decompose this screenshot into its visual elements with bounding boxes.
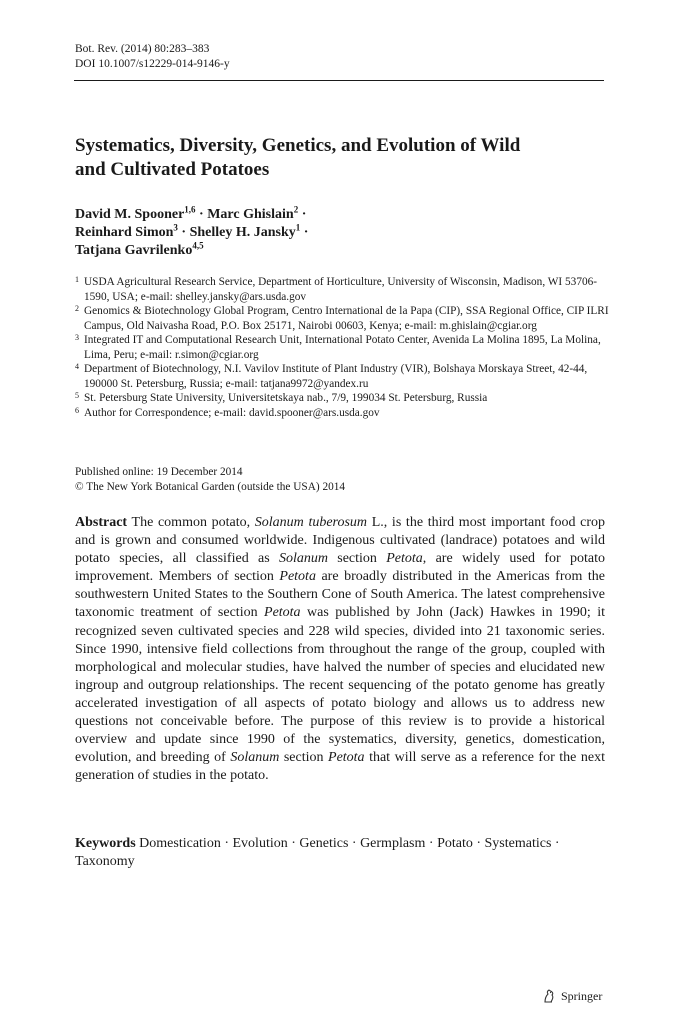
affiliation-text: USDA Agricultural Research Service, Department of Horticulture, University of Wisconsin, Madison, WI 53706-1590, USA; e-mail: shelley.jansky@ars.usda.gov xyxy=(84,276,598,303)
abstract-italic-term: Petota xyxy=(328,750,365,766)
author-separator: · xyxy=(177,225,190,240)
abstract-text: , are widely used for potato improvement. Members of section xyxy=(75,551,605,585)
publication-info xyxy=(75,465,345,494)
keyword-separator: · xyxy=(220,836,233,851)
keyword-separator: · xyxy=(348,836,361,851)
author-line-3 xyxy=(75,242,595,260)
abstract-text: The common potato, xyxy=(131,515,255,530)
publisher-mark xyxy=(541,988,602,1004)
abstract-text: that will serve as a reference for the next generation of studies in the potato. xyxy=(75,750,605,784)
author-separator: · xyxy=(298,207,307,222)
affiliation-number: 1 xyxy=(75,275,79,284)
abstract-italic-term: Solanum xyxy=(278,551,328,567)
abstract-text: section xyxy=(279,750,329,766)
affiliation-item xyxy=(75,275,610,304)
keyword: Taxonomy xyxy=(75,854,135,870)
title-line-2: and Cultivated Potatoes xyxy=(75,159,270,180)
affiliation-number: 2 xyxy=(75,304,79,313)
affiliation-text: St. Petersburg State University, Universitetskaya nab., 7/9, 199034 St. Petersburg, Russia xyxy=(84,392,488,404)
abstract-italic-term: Petota xyxy=(264,605,301,621)
publisher-name: Springer xyxy=(561,988,603,1003)
author-name: David M. Spooner xyxy=(75,207,185,222)
affiliation-item xyxy=(75,304,610,333)
keyword: Genetics xyxy=(299,836,349,851)
author-name: Tatjana Gavrilenko xyxy=(75,243,193,258)
author-list xyxy=(75,206,595,260)
abstract-text: are broadly distributed in the Americas from the southwestern United States to the Southern Cone of South America. The latest comprehensive taxonomic treatment of section xyxy=(75,569,605,621)
author-line-1 xyxy=(75,206,595,224)
affiliation-text: Genomics & Biotechnology Global Program, Centro International de la Papa (CIP), SSA Regional Office, CIP ILRI Campus, Old Naivasha Road, P.O. Box 25171, Nairobi 00603, Kenya; e-mail: m.ghislain@cgiar.org xyxy=(84,305,609,332)
abstract-text: section xyxy=(327,551,387,567)
affiliation-text: Author for Correspondence; e-mail: david.spooner@ars.usda.gov xyxy=(84,406,380,419)
keyword: Evolution xyxy=(232,836,288,851)
affiliation-item xyxy=(75,333,610,362)
keywords xyxy=(75,835,605,871)
author-separator: · xyxy=(300,225,309,240)
affiliation-number: 4 xyxy=(75,362,79,371)
abstract-body xyxy=(75,515,605,783)
article-title xyxy=(75,134,595,182)
affiliation-item xyxy=(75,406,610,421)
keyword-separator: · xyxy=(287,836,300,851)
springer-horse-logo-icon xyxy=(541,988,557,1004)
abstract-text: L., is the third most important food crop and is grown and consumed worldwide. Indigenous cultivated (landrace) potatoes and wild potato species, all classified as xyxy=(75,515,605,567)
keyword-separator: · xyxy=(425,836,438,851)
doi[interactable]: DOI 10.1007/s12229-014-9146-y xyxy=(75,58,230,70)
author-affiliation-marker: 3 xyxy=(173,222,178,233)
abstract-italic-term: Solanum tuberosum xyxy=(254,515,368,530)
author-affiliation-marker: 4,5 xyxy=(192,240,204,251)
abstract-label: Abstract xyxy=(75,515,128,530)
title-line-1: Systematics, Diversity, Genetics, and Evolution of Wild xyxy=(75,135,521,156)
keyword-separator: · xyxy=(472,836,485,851)
affiliation-item xyxy=(75,391,610,406)
keyword: Germplasm xyxy=(360,836,426,851)
author-separator: · xyxy=(195,207,208,222)
keyword-separator: · xyxy=(551,836,560,851)
journal-citation-block xyxy=(75,42,230,72)
keywords-list xyxy=(75,836,560,869)
keyword: Potato xyxy=(437,836,473,851)
affiliation-number: 6 xyxy=(75,405,79,415)
affiliation-text: Department of Biotechnology, N.I. Vavilov Institute of Plant Industry (VIR), Bolshaya Morskaya Street, 42-44, 190000 St. Petersburg, Russia; e-mail: tatjana9972@yandex.ru xyxy=(84,363,588,390)
author-line-2 xyxy=(75,224,595,242)
author-affiliation-marker: 1,6 xyxy=(184,204,196,215)
abstract-italic-term: Petota xyxy=(279,569,316,585)
header-rule xyxy=(74,80,604,81)
author-name: Marc Ghislain xyxy=(207,207,294,222)
keyword: Systematics xyxy=(484,836,552,851)
author-name: Shelley H. Jansky xyxy=(189,225,296,240)
abstract-italic-term: Petota xyxy=(386,551,423,567)
affiliation-text: Integrated IT and Computational Research Unit, International Potato Center, Avenida La Molina 1895, La Molina, Lima, Peru; e-mail: r.simon@cgiar.org xyxy=(84,334,601,361)
abstract-text: was published by John (Jack) Hawkes in 1990; it recognized seven cultivated species and 228 wild species, divided into 21 taxonomic series. Since 1990, intensive field collections from throughout the range of the group, coupled with morphological and molecular studies, have halved the number of species and elucidated new ingroup and outgroup relationships. The recent sequencing of the potato genome has greatly accelerated investigation of all aspects of potato biology and allows us to address new questions not conceivable before. The purpose of this review is to provide a historical overview and update since 1990 of the systematics, diversity, genetics, domestication, evolution, and breeding of xyxy=(75,605,605,766)
journal-citation: Bot. Rev. (2014) 80:283–383 xyxy=(75,43,210,55)
affiliation-number: 5 xyxy=(75,391,79,400)
author-name: Reinhard Simon xyxy=(75,225,174,240)
affiliation-item xyxy=(75,362,610,391)
author-affiliation-marker: 1 xyxy=(295,222,301,233)
published-date: Published online: 19 December 2014 xyxy=(75,466,243,478)
abstract xyxy=(75,514,605,785)
affiliations xyxy=(75,275,610,420)
keywords-label: Keywords xyxy=(75,836,136,851)
affiliation-number: 3 xyxy=(75,333,79,342)
author-affiliation-marker: 2 xyxy=(293,204,299,215)
keyword: Domestication xyxy=(139,836,221,851)
abstract-italic-term: Solanum xyxy=(230,750,280,766)
copyright-notice: © The New York Botanical Garden (outside the USA) 2014 xyxy=(75,480,346,493)
